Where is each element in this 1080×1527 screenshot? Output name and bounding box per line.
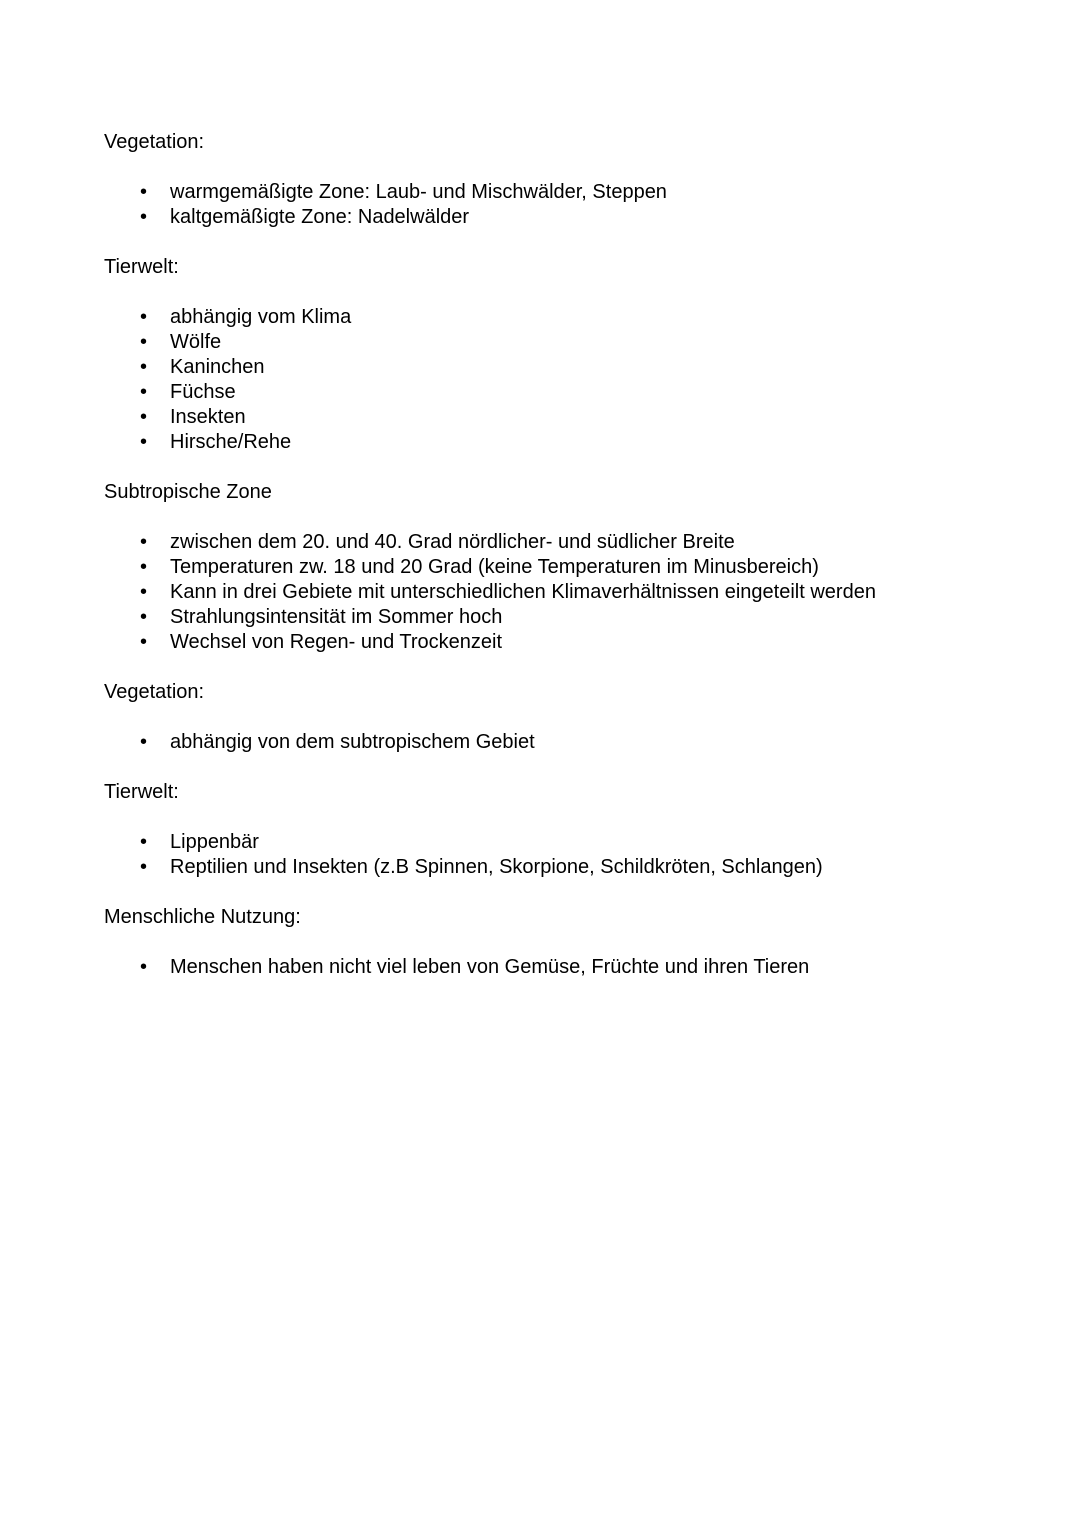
list-item [104, 605, 984, 630]
bullet-icon: • [140, 731, 148, 753]
list-item-text: Lippenbär [170, 831, 259, 853]
list-item [104, 855, 984, 880]
list-item [104, 330, 984, 355]
section-heading-menschliche-nutzung: Menschliche Nutzung: [104, 906, 301, 928]
list-item-text: Insekten [170, 406, 246, 428]
bullet-icon: • [140, 431, 148, 453]
bullet-list-subtropische-zone [104, 530, 984, 655]
list-item [104, 205, 984, 230]
bullet-list-tierwelt-temperate [104, 305, 984, 455]
bullet-icon: • [140, 331, 148, 353]
bullet-icon: • [140, 831, 148, 853]
section-heading-tierwelt-temperate: Tierwelt: [104, 256, 179, 278]
bullet-list-vegetation-subtropical [104, 730, 984, 755]
bullet-icon: • [140, 631, 148, 653]
list-item-text: Wölfe [170, 331, 222, 353]
list-item-text: Reptilien und Insekten (z.B Spinnen, Skorpione, Schildkröten, Schlangen) [170, 856, 823, 878]
bullet-icon: • [140, 581, 148, 603]
bullet-icon: • [140, 556, 148, 578]
list-item [104, 405, 984, 430]
list-item-text: Wechsel von Regen- und Trockenzeit [170, 631, 503, 653]
bullet-list-tierwelt-subtropical [104, 830, 984, 880]
list-item [104, 355, 984, 380]
list-item [104, 305, 984, 330]
list-item [104, 730, 984, 755]
bullet-icon: • [140, 531, 148, 553]
bullet-icon: • [140, 956, 148, 978]
bullet-list-menschliche-nutzung [104, 955, 984, 980]
list-item-text: Menschen haben nicht viel leben von Gemüse, Früchte und ihren Tieren [170, 956, 810, 978]
list-item-text: abhängig vom Klima [170, 306, 352, 328]
list-item-text: abhängig von dem subtropischem Gebiet [170, 731, 535, 753]
bullet-icon: • [140, 406, 148, 428]
bullet-icon: • [140, 181, 148, 203]
list-item [104, 830, 984, 855]
list-item-text: Temperaturen zw. 18 und 20 Grad (keine Temperaturen im Minusbereich) [170, 556, 819, 578]
list-item-text: Kann in drei Gebiete mit unterschiedlichen Klimaverhältnissen eingeteilt werden [170, 581, 876, 603]
list-item-text: Kaninchen [170, 356, 265, 378]
list-item-text: zwischen dem 20. und 40. Grad nördlicher- und südlicher Breite [170, 531, 735, 553]
bullet-icon: • [140, 856, 148, 878]
list-item [104, 430, 984, 455]
list-item [104, 630, 984, 655]
list-item-text: Strahlungsintensität im Sommer hoch [170, 606, 503, 628]
bullet-icon: • [140, 356, 148, 378]
list-item [104, 580, 984, 605]
bullet-list-vegetation-temperate [104, 180, 984, 230]
list-item [104, 380, 984, 405]
bullet-icon: • [140, 381, 148, 403]
section-heading-vegetation-subtropical: Vegetation: [104, 681, 205, 703]
list-item-text: Hirsche/Rehe [170, 431, 292, 453]
bullet-icon: • [140, 206, 148, 228]
list-item [104, 955, 984, 980]
bullet-icon: • [140, 306, 148, 328]
list-item-text: Füchse [170, 381, 236, 403]
list-item [104, 180, 984, 205]
bullet-icon: • [140, 606, 148, 628]
section-heading-vegetation-temperate: Vegetation: [104, 131, 205, 153]
list-item-text: warmgemäßigte Zone: Laub- und Mischwälder, Steppen [170, 181, 667, 203]
list-item [104, 530, 984, 555]
section-heading-subtropische-zone: Subtropische Zone [104, 481, 272, 503]
section-heading-tierwelt-subtropical: Tierwelt: [104, 781, 179, 803]
list-item [104, 555, 984, 580]
list-item-text: kaltgemäßigte Zone: Nadelwälder [170, 206, 470, 228]
